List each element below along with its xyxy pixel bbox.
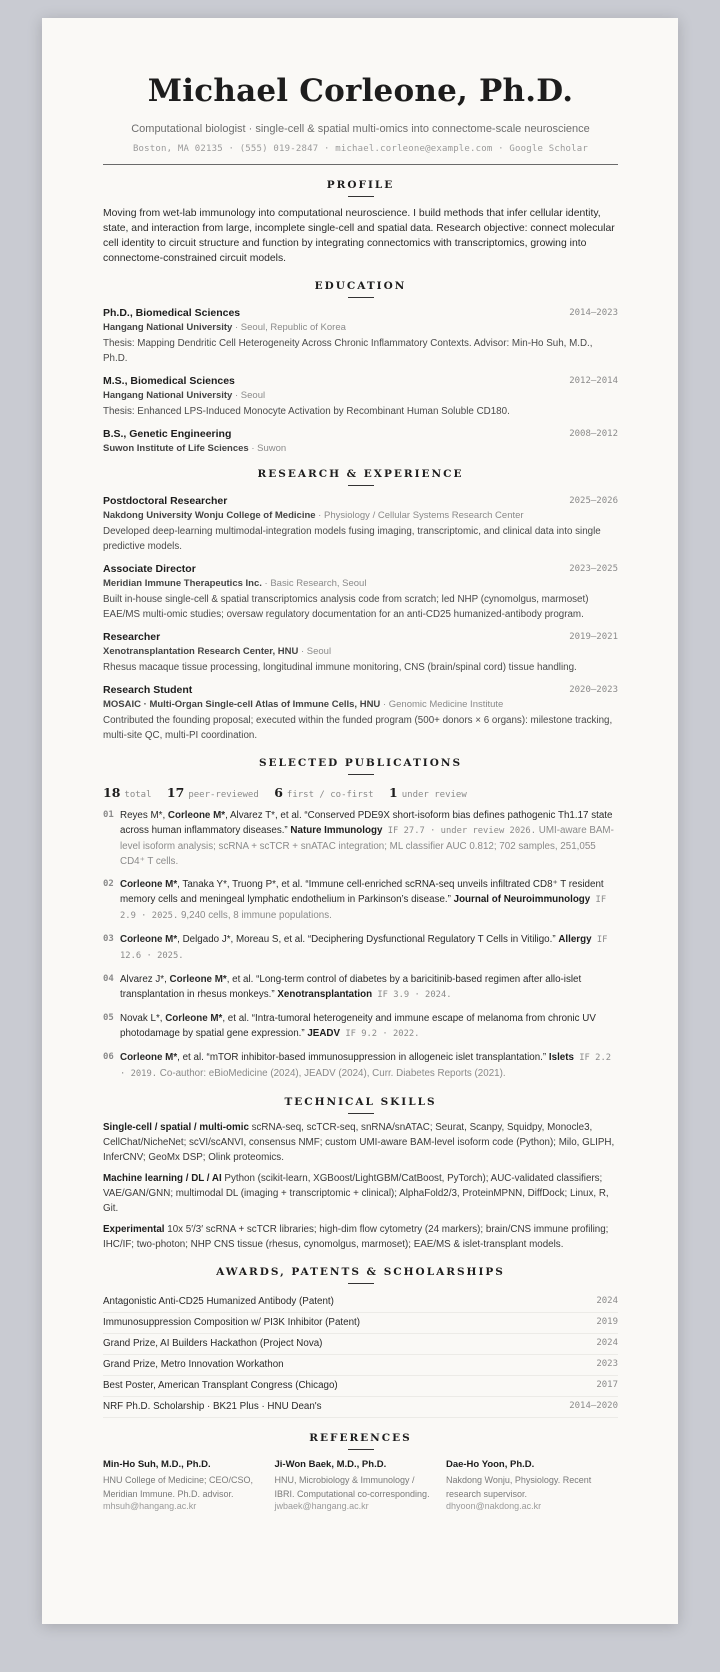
publication-list	[103, 808, 618, 1082]
citation-text: , et al. “Intra-tumoral heterogeneity and immune escape of melanoma from chronic UV photodamage by spatial gene expression.”	[120, 1013, 596, 1039]
location: · Genomic Medicine Institute	[380, 699, 504, 710]
impact-factor: IF 9.2 · 2022.	[340, 1029, 420, 1039]
date-range: 2025–2026	[569, 496, 618, 506]
impact-factor: IF 12.6 · 2025.	[120, 935, 608, 961]
role: Researcher	[103, 631, 161, 643]
stat-number: 18	[103, 785, 121, 800]
organization: Nakdong University Wonju College of Medicine	[103, 510, 316, 521]
reference-email[interactable]: mhsuh@hangang.ac.kr	[103, 1501, 197, 1511]
journal-name: Allergy	[558, 934, 592, 945]
stat-peer-reviewed	[166, 785, 259, 800]
location: · Seoul	[232, 390, 266, 401]
education-description: Thesis: Enhanced LPS-Induced Monocyte Activation by Recombinant Human Soluble CD180.	[103, 406, 510, 417]
stat-first-author	[274, 785, 374, 800]
date-range: 2008–2012	[569, 429, 618, 439]
skill-items: Python (scikit-learn, XGBoost/LightGBM/CatBoost, PyTorch); AUC-validated classifiers; VAE/GAN/GNN; multimodal DL (imaging + transcriptomic + clinical); AlphaFold2/3, ProteinMPNN, DiffDock; Linux, R, Git.	[103, 1173, 609, 1214]
impact-factor: IF 2.9 · 2025.	[120, 895, 607, 921]
award-year: 2019	[596, 1317, 618, 1327]
experience-entry	[103, 684, 618, 743]
section-title-publications: SELECTED PUBLICATIONS	[103, 757, 618, 775]
publication-item	[103, 972, 618, 1003]
role: Associate Director	[103, 563, 196, 575]
reference-card	[103, 1459, 274, 1511]
organization: Xenotransplantation Research Center, HNU	[103, 646, 299, 657]
section-title-experience: RESEARCH & EXPERIENCE	[103, 468, 618, 486]
degree: M.S., Biomedical Sciences	[103, 375, 235, 387]
stat-number: 1	[389, 785, 398, 800]
publication-item	[103, 932, 618, 964]
citation-text: , et al. “Long-term control of diabetes by a baricitinib-based regimen after allo-islet transplantation in rhesus monkeys.”	[120, 974, 582, 1000]
reference-card	[274, 1459, 445, 1511]
award-label: Immunosuppression Composition w/ PI3K Inhibitor (Patent)	[103, 1317, 361, 1328]
publication-index: 05	[103, 1013, 114, 1023]
education-description: Thesis: Mapping Dendritic Cell Heterogeneity Across Chronic Inflammatory Contexts. Advisor: Min-Ho Suh, M.D., Ph.D.	[103, 338, 593, 364]
institution: Hangang National University	[103, 322, 233, 333]
publication-index: 01	[103, 810, 114, 820]
skill-items: scRNA-seq, scTCR-seq, snRNA/snATAC; Seurat, Scanpy, Squidpy, Monocle3, CellChat/NicheNet; scVI/scANVI, consensus NMF; custom UMI-aware BAM-level isoform code (Python); Milo, GLIPH, InferCNV; GeoMx DSP; Olink proteomics.	[103, 1122, 615, 1163]
reference-description: HNU College of Medicine; CEO/CSO, Meridian Immune. Ph.D. advisor.	[103, 1475, 254, 1499]
header-divider	[103, 164, 618, 165]
awards-list	[103, 1292, 618, 1418]
impact-factor: IF 27.7 · under review 2026.	[382, 826, 537, 836]
date-range: 2014–2023	[569, 308, 618, 318]
skill-items: 10x 5′/3′ scRNA + scTCR libraries; high-dim flow cytometry (24 markers); brain/CNS immune profiling; IHC/IF; two-photon; NHP CNS tissue (rhesus, cynomolgus, marmoset); EAE/MS & islet-transplant models.	[103, 1224, 609, 1250]
award-year: 2024	[596, 1338, 618, 1348]
author-self: Corleone M*	[169, 974, 227, 985]
publication-item	[103, 1050, 618, 1082]
section-title-profile: PROFILE	[103, 179, 618, 197]
award-year: 2023	[596, 1359, 618, 1369]
author-self: Corleone M*	[165, 1013, 223, 1024]
publication-item	[103, 1011, 618, 1042]
award-year: 2024	[596, 1296, 618, 1306]
profile-text: Moving from wet-lab immunology into computational neuroscience. I build methods that infer cellular identity, state, and interaction from large, incomplete single-cell and spatial data. Research objective: connect molecular cell identity to circuit structure and function by integrating connectomics with transcriptomics, growing into connectome-constrained circuit models.	[103, 208, 615, 264]
skill-category: Single-cell / spatial / multi-omic	[103, 1122, 249, 1133]
education-entry	[103, 428, 618, 454]
references-list	[103, 1459, 618, 1511]
organization: Meridian Immune Therapeutics Inc.	[103, 578, 262, 589]
experience-entry	[103, 563, 618, 622]
institution: Hangang National University	[103, 390, 233, 401]
award-label: Grand Prize, Metro Innovation Workathon	[103, 1359, 284, 1370]
skills-list	[103, 1120, 618, 1252]
citation-text: , Tanaka Y*, Truong P*, et al. “Immune cell-enriched scRNA-seq unveils infiltrated CD8⁺ T resident memory cells and meningeal lymphatic endothelium in Parkinson’s disease.”	[120, 879, 604, 905]
date-range: 2019–2021	[569, 632, 618, 642]
award-label: Antagonistic Anti-CD25 Humanized Antibody (Patent)	[103, 1296, 334, 1307]
date-range: 2023–2025	[569, 564, 618, 574]
author-self: Corleone M*	[167, 810, 226, 821]
reference-name: Min-Ho Suh, M.D., Ph.D.	[103, 1459, 211, 1470]
location: · Seoul	[298, 646, 332, 657]
impact-factor: IF 2.2 · 2019.	[120, 1053, 612, 1079]
author-self: Corleone M*	[120, 879, 178, 890]
award-label: Grand Prize, AI Builders Hackathon (Project Nova)	[103, 1338, 323, 1349]
reference-description: Nakdong Wonju, Physiology. Recent research supervisor.	[445, 1475, 592, 1499]
date-range: 2012–2014	[569, 376, 618, 386]
publication-index: 03	[103, 934, 114, 944]
award-row	[103, 1313, 618, 1334]
award-row	[103, 1355, 618, 1376]
authors-before: Reyes M*,	[120, 810, 168, 821]
section-title-education: EDUCATION	[103, 280, 618, 298]
publication-index: 06	[103, 1052, 114, 1062]
skill-group	[103, 1171, 618, 1216]
resume-page	[42, 18, 678, 1624]
publication-item	[103, 808, 618, 869]
citation-text: , Alvarez T*, et al. “Conserved PDE9X short-isoform bias defines pathogenic Th1.17 state across human inflammatory diseases.”	[120, 810, 613, 836]
reference-email[interactable]: dhyoon@nakdong.ac.kr	[445, 1501, 542, 1511]
reference-name: Dae-Ho Yoon, Ph.D.	[445, 1459, 535, 1470]
author-self: Corleone M*	[120, 1052, 178, 1063]
education-entry	[103, 375, 618, 419]
stat-label: under review	[401, 790, 467, 800]
experience-list	[103, 495, 618, 743]
journal-name: Nature Immunology	[290, 825, 383, 836]
location: · Suwon	[248, 443, 287, 454]
education-entry	[103, 307, 618, 366]
stat-under-review	[389, 785, 467, 800]
journal-name: Xenotransplantation	[277, 989, 373, 1000]
tagline: Computational biologist · single-cell & spatial multi-omics into connectome-scale neuroscience	[131, 123, 590, 135]
section-title-references: REFERENCES	[103, 1432, 618, 1450]
location: · Basic Research, Seoul	[261, 578, 367, 589]
award-label: NRF Ph.D. Scholarship · BK21 Plus · HNU Dean's	[103, 1401, 322, 1412]
contact-line: Boston, MA 02135 · (555) 019-2847 · michael.corleone@example.com · Google Scholar	[132, 144, 589, 154]
location: · Physiology / Cellular Systems Research Center	[315, 510, 524, 521]
stat-number: 6	[274, 785, 283, 800]
award-row	[103, 1397, 618, 1418]
award-row	[103, 1376, 618, 1397]
journal-name: Journal of Neuroimmunology	[453, 894, 591, 905]
stat-label: first / co-first	[286, 790, 374, 800]
stat-number: 17	[166, 785, 185, 800]
award-row	[103, 1292, 618, 1313]
experience-entry	[103, 495, 618, 554]
award-label: Best Poster, American Transplant Congress (Chicago)	[103, 1380, 338, 1391]
author-self: Corleone M*	[120, 934, 178, 945]
experience-description: Developed deep-learning multimodal-integration models fusing imaging, transcriptomic, and clinical data into single predictive models.	[103, 526, 601, 552]
award-year: 2014–2020	[569, 1401, 618, 1411]
role: Postdoctoral Researcher	[103, 495, 228, 507]
reference-email[interactable]: jwbaek@hangang.ac.kr	[274, 1501, 369, 1511]
location: · Seoul, Republic of Korea	[232, 322, 346, 333]
section-title-skills: TECHNICAL SKILLS	[103, 1096, 618, 1114]
stat-total	[103, 785, 152, 800]
experience-description: Rhesus macaque tissue processing, longitudinal immune monitoring, CNS (brain/spinal cord) tissue handling.	[103, 662, 577, 673]
skill-category: Experimental	[103, 1224, 165, 1235]
skill-category: Machine learning / DL / AI	[103, 1173, 222, 1184]
authors-before: Alvarez J*,	[120, 974, 170, 985]
award-year: 2017	[596, 1380, 618, 1390]
role: Research Student	[103, 684, 193, 696]
citation-text: , Delgado J*, Moreau S, et al. “Deciphering Dysfunctional Regulatory T Cells in Vitiligo.”	[177, 934, 559, 945]
degree: B.S., Genetic Engineering	[103, 428, 232, 440]
section-title-awards: AWARDS, PATENTS & SCHOLARSHIPS	[103, 1266, 618, 1284]
publication-stats	[103, 785, 618, 800]
education-list	[103, 307, 618, 454]
candidate-name: Michael Corleone, Ph.D.	[147, 73, 574, 109]
reference-name: Ji-Won Baek, M.D., Ph.D.	[274, 1459, 387, 1470]
reference-card	[446, 1459, 617, 1511]
citation-text: , et al. “mTOR inhibitor-based immunosuppression in allogeneic islet transplantation.”	[177, 1052, 549, 1063]
publication-note: 9,240 cells, 8 immune populations.	[178, 910, 332, 921]
publication-note: Co-author: eBioMedicine (2024), JEADV (2024), Curr. Diabetes Reports (2021).	[157, 1068, 506, 1079]
publication-item	[103, 877, 618, 924]
journal-name: Islets	[548, 1052, 574, 1063]
experience-description: Contributed the founding proposal; executed within the funded program (500+ donors × 6 organs): milestone tracking, multi-site QC, multi-PI coordination.	[103, 715, 613, 741]
institution: Suwon Institute of Life Sciences	[103, 443, 249, 454]
experience-entry	[103, 631, 618, 675]
stat-label: total	[124, 790, 152, 800]
reference-description: HNU, Microbiology & Immunology / IBRI. Computational co-corresponding.	[274, 1475, 430, 1499]
skill-group	[103, 1120, 618, 1165]
organization: MOSAIC · Multi-Organ Single-cell Atlas of Immune Cells, HNU	[103, 699, 381, 710]
publication-index: 04	[103, 974, 114, 984]
publication-note: UMI-aware BAM-level isoform analysis; scRNA + scTCR + snATAC integration; ML classifier AUC 0.812; 702 samples, 251,055 CD4⁺ T cells.	[120, 825, 614, 867]
skill-group	[103, 1222, 618, 1252]
experience-description: Built in-house single-cell & spatial transcriptomics analysis code from scratch; led NHP (cynomolgus, marmoset) EAE/MS multi-omic studies; oversaw regulatory documentation for an anti-CD25 humanized-antibody program.	[103, 594, 589, 620]
stat-label: peer-reviewed	[188, 790, 259, 800]
date-range: 2020–2023	[569, 685, 618, 695]
journal-name: JEADV	[307, 1028, 341, 1039]
publication-index: 02	[103, 879, 114, 889]
degree: Ph.D., Biomedical Sciences	[103, 307, 241, 319]
authors-before: Novak L*,	[120, 1013, 166, 1024]
impact-factor: IF 3.9 · 2024.	[372, 990, 452, 1000]
award-row	[103, 1334, 618, 1355]
